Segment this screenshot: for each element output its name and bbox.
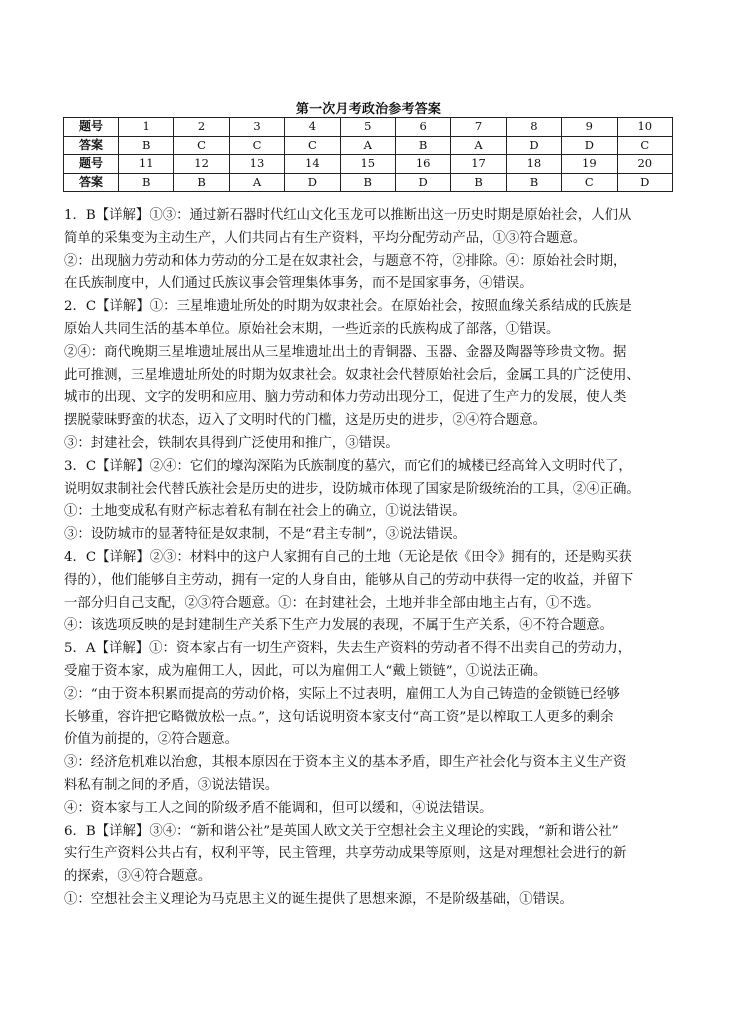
table-row (64, 118, 673, 137)
text-line: ③：设防城市的显著特征是奴隶制，不是“君主专制”，③说法错误。 (64, 527, 467, 543)
text-line: ④：资本家与工人之间的阶级矛盾不能调和，但可以缓和，④说法错误。 (64, 800, 493, 816)
table-cell: D (562, 136, 617, 155)
table-cell: 6 (395, 118, 450, 137)
table-cell: 16 (395, 155, 450, 174)
table-cell: 3 (229, 118, 284, 137)
table-cell: C (285, 136, 340, 155)
table-cell: 10 (617, 118, 672, 137)
table-cell: B (340, 173, 395, 192)
table-cell: 7 (451, 118, 506, 137)
table-cell: 20 (617, 155, 672, 174)
text-line: 原始人共同生活的基本单位。原始社会末期，一些近亲的氏族构成了部落，①错误。 (64, 321, 560, 337)
table-cell: D (285, 173, 340, 192)
text-line: 说明奴隶制社会代替氏族社会是历史的进步，设防城市体现了国家是阶级统治的工具，②④正确。 (64, 481, 640, 497)
table-cell: 15 (340, 155, 395, 174)
table-cell: B (119, 173, 174, 192)
table-cell: D (395, 173, 450, 192)
row-label: 题号 (64, 155, 119, 174)
table-cell: 9 (562, 118, 617, 137)
text-line: ③：经济危机难以治愈，其根本原因在于资本主义的基本矛盾，即生产社会化与资本主义生产资 (64, 755, 627, 771)
table-cell: C (562, 173, 617, 192)
text-line: 得的），他们能够自主劳动，拥有一定的人身自由，能够从自己的劳动中获得一定的收益，并留下 (64, 572, 634, 588)
text-line: ②④：商代晚期三星堆遗址展出从三星堆遗址出土的青铜器、玉器、金器及陶器等珍贵文物。据 (64, 344, 627, 360)
text-line: 2．C【详解】①：三星堆遗址所处的时期为奴隶社会。在原始社会，按照血缘关系结成的氏族是 (64, 299, 632, 315)
table-cell: A (451, 136, 506, 155)
text-line: 料私有制之间的矛盾，③说法错误。 (64, 777, 279, 793)
text-line: ①：空想社会主义理论为马克思主义的诞生提供了思想来源，不是阶级基础，①错误。 (64, 891, 573, 907)
text-line: ④：该选项反映的是封建制生产关系下生产力发展的表现，不属于生产关系，④不符合题意。 (64, 618, 614, 634)
table-cell: 5 (340, 118, 395, 137)
table-cell: 4 (285, 118, 340, 137)
table-cell: D (506, 136, 561, 155)
table-row (64, 155, 673, 174)
table-cell: A (340, 136, 395, 155)
table-cell: B (119, 136, 174, 155)
text-line: 5．A【详解】①：资本家占有一切生产资料，失去生产资料的劳动者不得不出卖自己的劳动力， (64, 641, 632, 657)
table-cell: A (229, 173, 284, 192)
text-line: ②：“由于资本积累而提高的劳动价格，实际上不过表明，雇佣工人为自己铸造的金锁链已经够 (64, 686, 620, 702)
text-line: ②：出现脑力劳动和体力劳动的分工是在奴隶社会，与题意不符，②排除。④：原始社会时期， (64, 253, 627, 269)
text-line: 长够重，容许把它略微放松一点。”，这句话说明资本家支付“高工资”是以榨取工人更多的剩余 (64, 709, 614, 725)
text-line: 城市的出现、文字的发明和应用、脑力劳动和体力劳动出现分工，促进了生产力的发展，使人类 (64, 390, 627, 406)
table-row (64, 173, 673, 192)
table-row (64, 136, 673, 155)
text-line: 4．C【详解】②③：材料中的这户人家拥有自己的土地（无论是依《田令》拥有的，还是购买获 (64, 549, 632, 565)
text-line: 3．C【详解】②④：它们的壕沟深陷为氏族制度的墓穴，而它们的城楼已经高耸入文明时代了， (64, 458, 632, 474)
text-line: 1．B【详解】①③：通过新石器时代红山文化玉龙可以推断出这一历史时期是原始社会，人们从 (64, 208, 632, 223)
table-cell: C (617, 136, 672, 155)
text-line: ③：封建社会，铁制农具得到广泛使用和推广，③错误。 (64, 435, 399, 451)
table-cell: 12 (174, 155, 229, 174)
table-cell: 2 (174, 118, 229, 137)
table-cell: 18 (506, 155, 561, 174)
table-cell: D (617, 173, 672, 192)
table-cell: 14 (285, 155, 340, 174)
text-line: 摆脱蒙昧野蛮的状态，迈入了文明时代的门槛，这是历史的进步，②④符合题意。 (64, 413, 547, 429)
text-line: 实行生产资料公共占有，权利平等，民主管理，共享劳动成果等原则，这是对理想社会进行的新 (64, 846, 627, 862)
row-label: 题号 (64, 118, 119, 137)
table-cell: 19 (562, 155, 617, 174)
row-label: 答案 (64, 173, 119, 192)
text-line: 受雇于资本家，成为雇佣工人，因此，可以为雇佣工人“戴上锁链”，①说法正确。 (64, 663, 547, 679)
table-cell: 11 (119, 155, 174, 174)
text-line: 此可推测，三星堆遗址所处的时期为奴隶社会。奴隶社会代替原始社会后，金属工具的广泛使用、 (64, 367, 640, 383)
text-line: 简单的采集变为主动生产，人们共同占有生产资料，平均分配劳动产品，①③符合题意。 (64, 230, 587, 246)
text-line: 价值为前提的，②符合题意。 (64, 732, 239, 748)
text-line: 一部分归自己支配，②③符合题意。①：在封建社会，土地并非全部由地主占有，①不选。 (64, 595, 600, 611)
row-label: 答案 (64, 136, 119, 155)
table-cell: C (174, 136, 229, 155)
table-cell: 17 (451, 155, 506, 174)
page-title: 第一次月考政治参考答案 (295, 102, 442, 117)
table-cell: 1 (119, 118, 174, 137)
answer-key-table (63, 117, 673, 192)
explanation-text (64, 205, 676, 912)
table-cell: 13 (229, 155, 284, 174)
table-cell: B (174, 173, 229, 192)
table-cell: B (395, 136, 450, 155)
text-line: 在氏族制度中，人们通过氏族议事会管理集体事务，而不是国家事务，④错误。 (64, 276, 533, 292)
table-cell: C (229, 136, 284, 155)
table-cell: B (451, 173, 506, 192)
text-line: ①：土地变成私有财产标志着私有制在社会上的确立，①说法错误。 (64, 504, 466, 520)
text-line: 的探索，③④符合题意。 (64, 869, 212, 885)
text-line: 6．B【详解】③④：“新和谐公社”是英国人欧文关于空想社会主义理论的实践，“新和谐公社” (64, 823, 619, 839)
table-cell: B (506, 173, 561, 192)
table-cell: 8 (506, 118, 561, 137)
